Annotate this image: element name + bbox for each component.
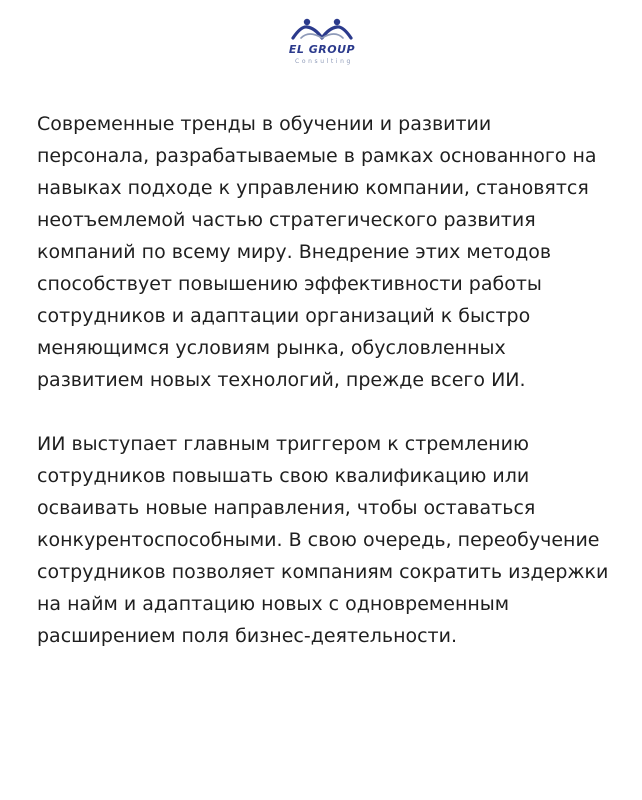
paragraph-2 [37,428,627,652]
paragraph-line: сотрудников повышать свою квалификацию или [37,465,530,487]
paragraph-line: способствует повышению эффективности работы [37,273,542,295]
paragraph-line: расширением поля бизнес-деятельности. [37,625,458,647]
paragraph-line: компаний по всему миру. Внедрение этих методов [37,241,552,263]
paragraph-line: ИИ выступает главным триггером к стремлению [37,433,529,455]
paragraph-line: навыках подходе к управлению компании, становятся [37,177,589,199]
article-body [37,108,627,652]
paragraph-line: сотрудников и адаптации организаций к быстро [37,305,531,327]
paragraph-line: сотрудников позволяет компаниям сократить издержки [37,561,609,583]
paragraph-line: конкурентоспособными. В свою очередь, переобучение [37,529,600,551]
logo-people-icon [293,19,351,38]
el-group-logo [275,12,369,70]
paragraph-line: на найм и адаптацию новых с одновременным [37,593,510,615]
logo-wordmark: EL GROUP [288,43,356,56]
paragraph-line: осваивать новые направления, чтобы оставаться [37,497,536,519]
paragraph-line: Современные тренды в обучении и развитии [37,113,492,135]
paragraph-line: неотъемлемой частью стратегического развития [37,209,536,231]
paragraph-line: персонала, разрабатываемые в рамках основанного на [37,145,597,167]
paragraph-line: меняющимся условиям рынка, обусловленных [37,337,506,359]
paragraph-1 [37,108,627,396]
logo-tagline: Consulting [295,58,353,65]
paragraph-line: развитием новых технологий, прежде всего ИИ. [37,369,526,391]
